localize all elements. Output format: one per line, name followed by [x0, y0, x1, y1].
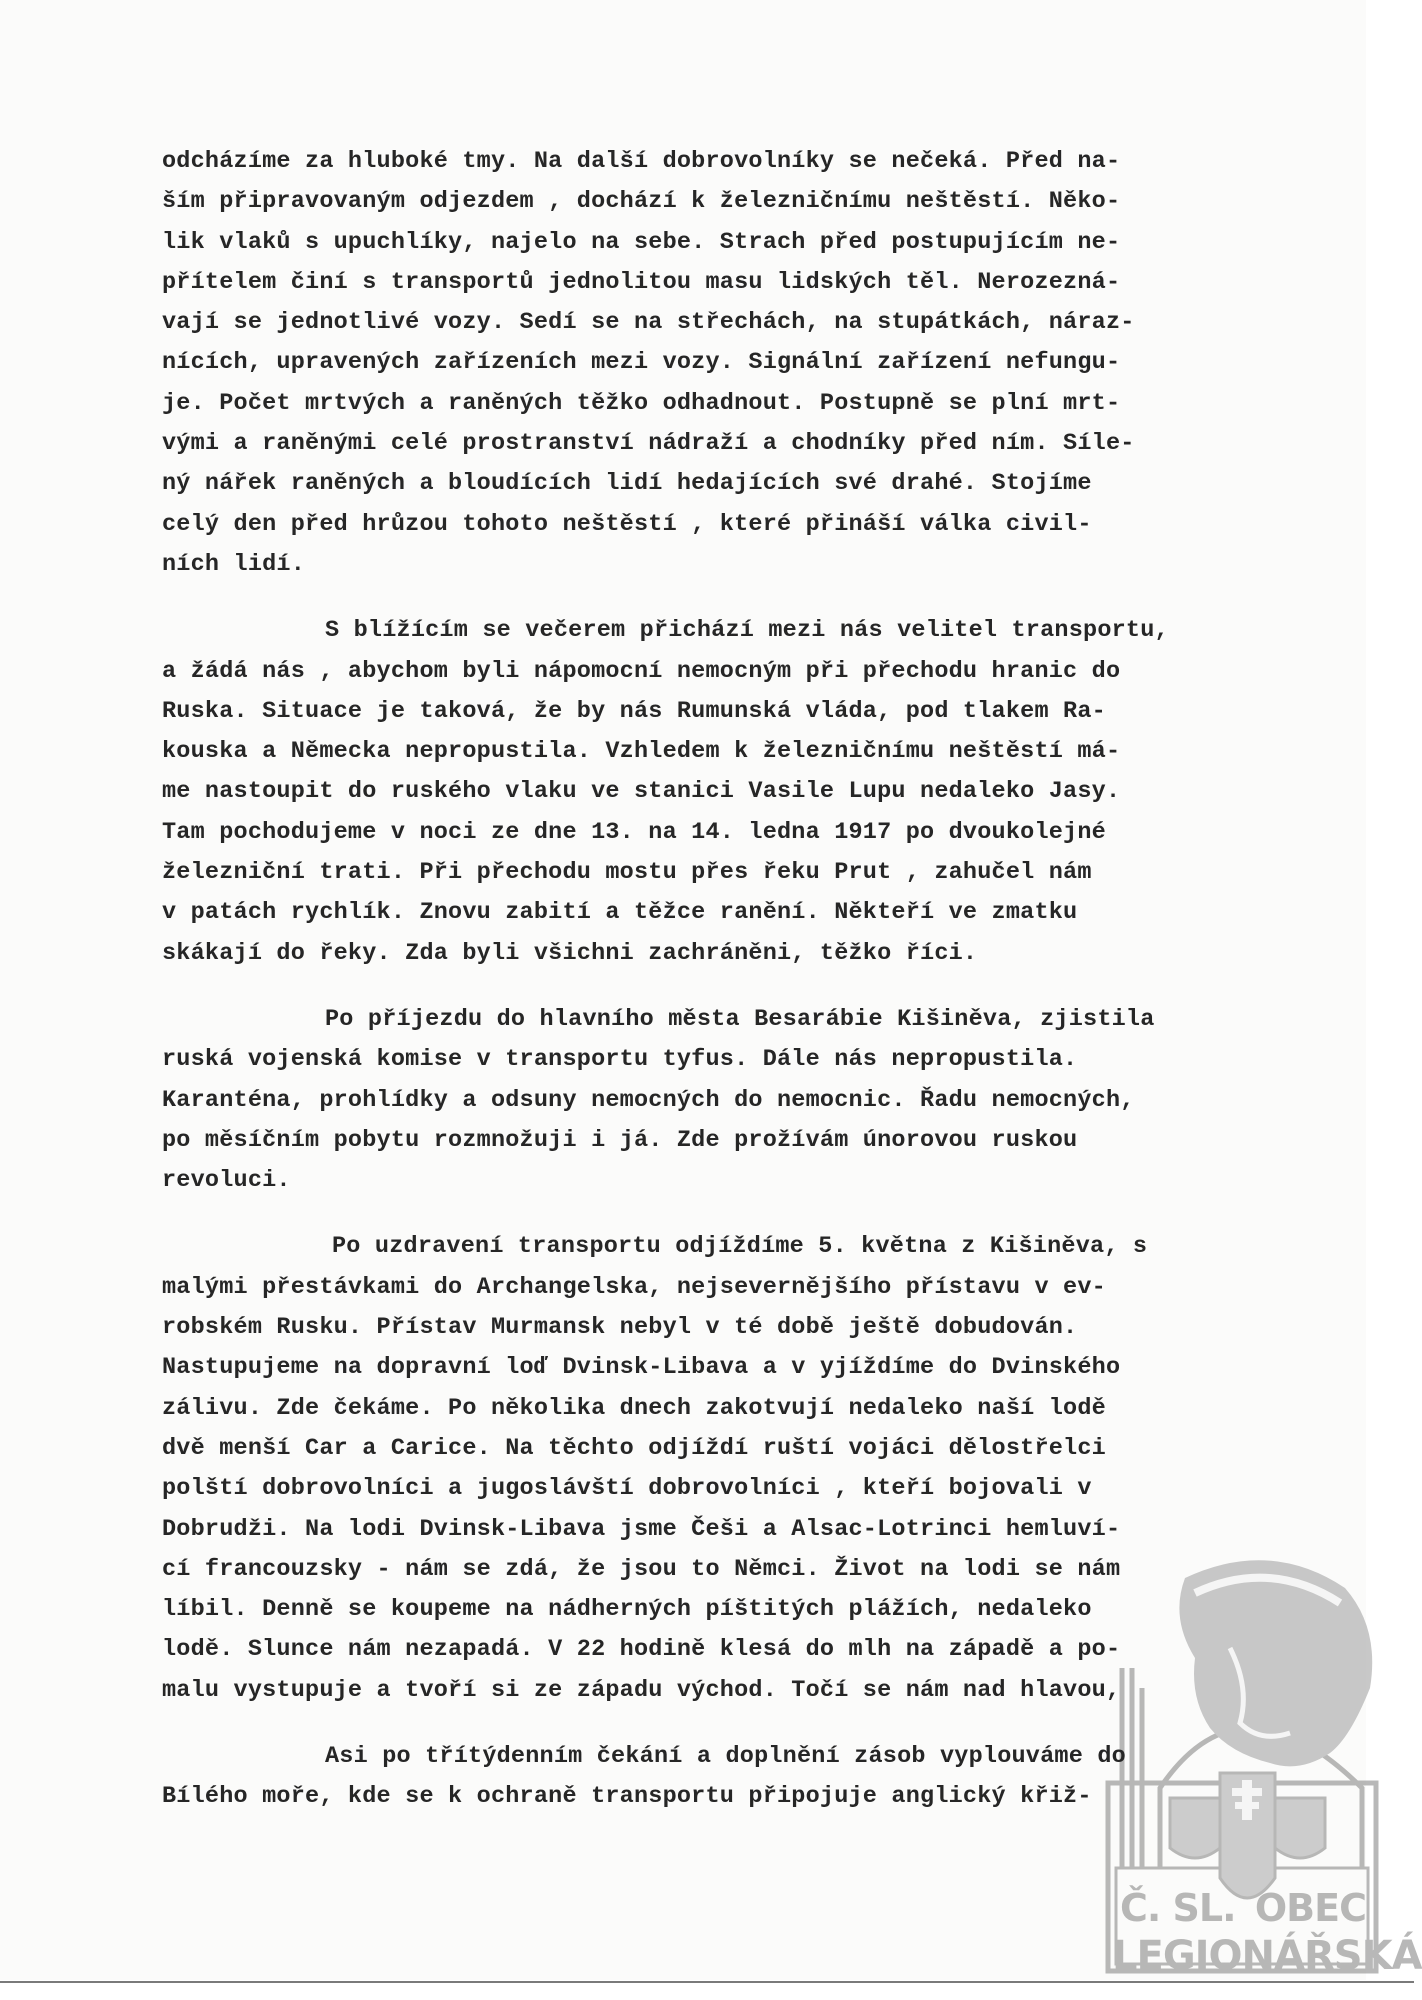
watermark-text-csl: Č. SL. — [1120, 1886, 1236, 1930]
text-line: Asi po třítýdenním čekání a doplnění zásob vyplouváme do — [325, 1742, 1126, 1770]
text-line: me nastoupit do ruského vlaku ve stanici Vasile Lupu nedaleko Jasy. — [162, 778, 1121, 806]
text-line: ším připravovaným odjezdem , dochází k železničnímu neštěstí. Něko- — [162, 188, 1121, 216]
text-line: ruská vojenská komise v transportu tyfus. Dále nás nepropustila. — [162, 1046, 1078, 1074]
text-line: revoluci. — [162, 1167, 291, 1195]
text-line: lik vlaků s upuchlíky, najelo na sebe. Strach před postupujícím ne- — [162, 228, 1121, 256]
text-line: zálivu. Zde čekáme. Po několika dnech zakotvují nedaleko naší lodě — [162, 1394, 1106, 1422]
text-line: cí francouzsky - nám se zdá, že jsou to Němci. Život na lodi se nám — [162, 1555, 1121, 1583]
paragraph — [162, 142, 1362, 585]
text-line: Karanténa, prohlídky a odsuny nemocných do nemocnic. Řadu nemocných, — [162, 1086, 1135, 1114]
text-line: dvě menší Car a Carice. Na těchto odjíždí ruští vojáci dělostřelci — [162, 1434, 1106, 1462]
text-line: Ruska. Situace je taková, že by nás Rumunská vláda, pod tlakem Ra- — [162, 697, 1106, 725]
text-line: železniční trati. Při přechodu mostu přes řeku Prut , zahučel nám — [162, 859, 1092, 887]
watermark-text-obec: OBEC — [1254, 1886, 1366, 1930]
typewritten-body — [162, 142, 1362, 1818]
text-line: přítelem činí s transportů jednolitou masu lidských těl. Nerozezná- — [162, 268, 1121, 296]
text-line: líbil. Denně se koupeme na nádherných píštitých plážích, nedaleko — [162, 1596, 1092, 1624]
text-line: a žádá nás , abychom byli nápomocní nemocným při přechodu hranic do — [162, 657, 1121, 685]
text-line: malu vystupuje a tvoří si ze západu východ. Točí se nám nad hlavou, — [162, 1676, 1121, 1704]
text-line: po měsíčním pobytu rozmnožuji i já. Zde prožívám únorovou ruskou — [162, 1126, 1078, 1154]
paragraph — [162, 611, 1362, 974]
text-line: celý den před hrůzou tohoto neštěstí , které přináší válka civil- — [162, 510, 1092, 538]
text-line: Nastupujeme na dopravní loď Dvinsk-Libava a v yjíždíme do Dvinského — [162, 1354, 1121, 1382]
text-line: vají se jednotlivé vozy. Sedí se na střechách, na stupátkách, náraz- — [162, 309, 1135, 337]
paragraph — [162, 1227, 1362, 1711]
text-line: vými a raněnými celé prostranství nádraží a chodníky před ním. Síle- — [162, 430, 1135, 458]
text-line: odcházíme za hluboké tmy. Na další dobrovolníky se nečeká. Před na- — [162, 148, 1121, 175]
page-bottom-edge — [0, 1981, 1414, 1983]
text-line: Dobrudži. Na lodi Dvinsk-Libava jsme Češi a Alsac-Lotrinci hemluví- — [162, 1515, 1121, 1543]
watermark-text-legionarska: LEGIONÁŘSKÁ — [1112, 1933, 1422, 1979]
text-line: lodě. Slunce nám nezapadá. V 22 hodině klesá do mlh na západě a po- — [162, 1636, 1121, 1664]
watermark-text-line1 — [1120, 1886, 1366, 1930]
text-line: je. Počet mrtvých a raněných těžko odhadnout. Postupně se plní mrt- — [162, 389, 1121, 417]
text-line: Po příjezdu do hlavního města Besarábie Kišiněva, zjistila — [325, 1005, 1155, 1033]
text-line: Tam pochodujeme v noci ze dne 13. na 14. ledna 1917 po dvoukolejné — [162, 818, 1106, 846]
text-line: Po uzdravení transportu odjíždíme 5. května z Kišiněva, s — [332, 1233, 1148, 1261]
paragraph — [162, 1737, 1362, 1818]
text-line: skákají do řeky. Zda byli všichni zachráněni, těžko říci. — [162, 939, 978, 967]
text-line: malými přestávkami do Archangelska, nejsevernějšího přístavu v ev- — [162, 1273, 1106, 1301]
text-line: robském Rusku. Přístav Murmansk nebyl v té době ještě dobudován. — [162, 1314, 1078, 1342]
text-line: Bílého moře, kde se k ochraně transportu připojuje anglický křiž- — [162, 1783, 1092, 1811]
text-line: ný nářek raněných a bloudících lidí hedajících své drahé. Stojíme — [162, 470, 1092, 498]
text-line: nících, upravených zařízeních mezi vozy. Signální zařízení nefungu- — [162, 349, 1121, 377]
text-line: kouska a Německa nepropustila. Vzhledem k železničnímu neštěstí má- — [162, 738, 1121, 766]
text-line: S blížícím se večerem přichází mezi nás velitel transportu, — [325, 617, 1169, 645]
paragraph — [162, 1000, 1362, 1201]
text-line: ních lidí. — [162, 550, 306, 578]
text-line: v patách rychlík. Znovu zabití a těžce ranění. Někteří ve zmatku — [162, 899, 1078, 927]
text-line: polští dobrovolníci a jugoslávští dobrovolníci , kteří bojovali v — [162, 1475, 1092, 1503]
